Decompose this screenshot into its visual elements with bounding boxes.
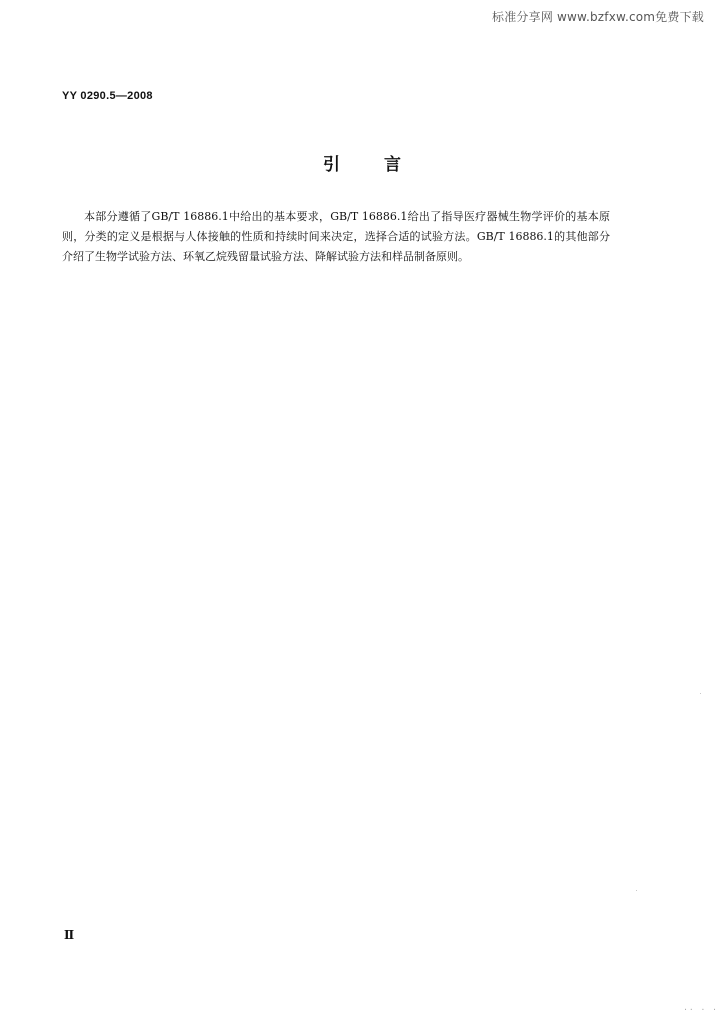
watermark-text: 标准分享网 www.bzfxw.com免费下载 <box>492 10 704 24</box>
scan-speck <box>700 693 701 694</box>
scan-corner-marks: ·· · · <box>683 1005 718 1014</box>
section-title: 引言 <box>323 155 445 175</box>
document-code: YY 0290.5—2008 <box>62 90 153 102</box>
scan-speck <box>636 890 637 891</box>
introduction-paragraph: 本部分遵循了GB/T 16886.1中给出的基本要求，GB/T 16886.1给出了指导医疗器械生物学评价的基本原则，分类的定义是根据与人体接触的性质和持续时间来决定，选择合适的试验方法。GB/T 16886.1的其他部分介绍了生物学试验方法、环氧乙烷残留量试验方法、降解试验方法和样品制备原则。 <box>62 210 610 263</box>
page-number: Ⅱ <box>64 928 75 942</box>
